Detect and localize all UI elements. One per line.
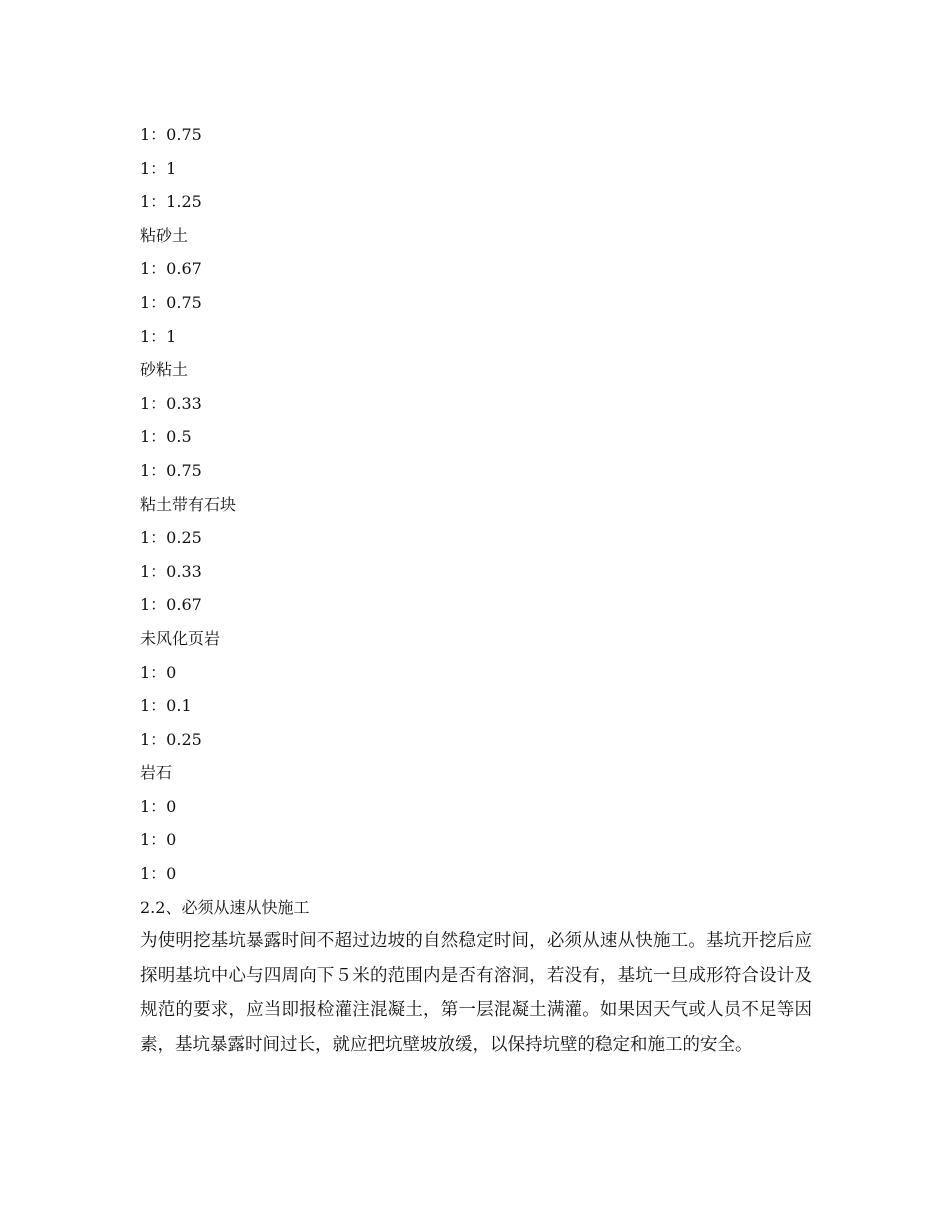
text-line: 1：0.33 — [140, 561, 202, 581]
text-line: 1：1 — [140, 326, 177, 346]
text-line: 1：0.67 — [140, 259, 202, 279]
text-line: 1：0.5 — [140, 427, 192, 447]
text-line: 1：0 — [140, 830, 177, 850]
text-line: 1：0.25 — [140, 528, 202, 548]
soil-type-label: 粘砂土 — [140, 225, 189, 245]
text-line: 1：0.75 — [140, 125, 202, 144]
text-line: 1：0.1 — [140, 696, 192, 716]
text-line: 1：0.75 — [140, 292, 202, 312]
text-line: 1：0.25 — [140, 729, 202, 749]
text-line: 1：0 — [140, 796, 177, 816]
text-line: 1：1 — [140, 158, 177, 178]
soil-type-label: 粘土带有石块 — [140, 494, 237, 514]
text-line: 1：0 — [140, 662, 177, 682]
text-line: 1：0.33 — [140, 393, 202, 413]
document-content — [140, 118, 812, 1062]
soil-type-label: 砂粘土 — [140, 360, 189, 380]
soil-type-label: 岩石 — [140, 763, 173, 783]
text-line: 1：1.25 — [140, 192, 202, 212]
text-line: 1：0.75 — [140, 460, 202, 480]
soil-type-label: 未风化页岩 — [140, 628, 221, 648]
body-paragraph: 为使明挖基坑暴露时间不超过边坡的自然稳定时间，必须从速从快施工。基坑开挖后应探明基坑中心与四周向下５米的范围内是否有溶洞，若没有，基坑一旦成形符合设计及规范的要求，应当即报检灌注混凝土，第一层混凝土满灌。如果因天气或人员不足等因素，基坑暴露时间过长，就应把坑壁坡放缓，以保持坑壁的稳定和施工的安全。 — [140, 931, 812, 1055]
text-line: 1：0.67 — [140, 595, 202, 615]
section-heading: 2.2、必须从速从快施工 — [140, 897, 310, 917]
text-line: 1：0 — [140, 864, 177, 884]
